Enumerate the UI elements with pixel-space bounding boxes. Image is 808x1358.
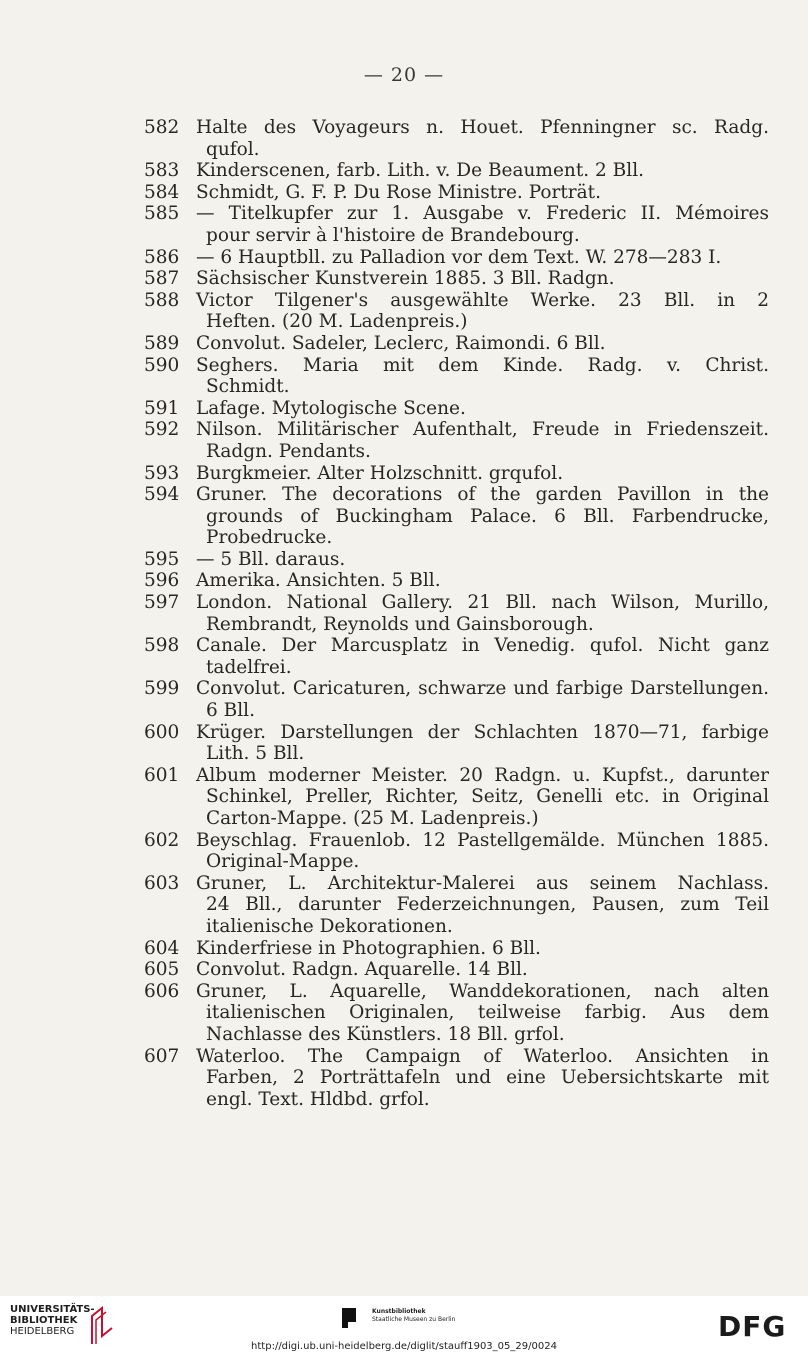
entry-line: Convolut. Radgn. Aquarelle. 14 Bll. — [196, 959, 528, 981]
entry-line: Probedrucke. — [206, 527, 333, 549]
entry-description — [196, 765, 769, 830]
entry-line: Carton-Mappe. (25 M. Ladenpreis.) — [206, 808, 539, 829]
entry-description — [196, 570, 769, 592]
entry-line: Gruner. The decorations of the garden Pavillon in the — [196, 484, 769, 506]
entry-line: Seghers. Maria mit dem Kinde. Radg. v. Christ. — [196, 354, 769, 376]
entry-number: 586 — [144, 246, 180, 268]
entry-number: 587 — [144, 268, 180, 290]
entry-description — [196, 398, 769, 420]
entry-description — [196, 117, 769, 160]
catalog-entry — [144, 182, 769, 204]
entry-description — [196, 635, 769, 678]
entry-line: Victor Tilgener's ausgewählte Werke. 23 Bll. in 2 — [196, 289, 769, 311]
catalog-entry — [144, 938, 769, 960]
entry-number: 600 — [144, 721, 180, 743]
ub-line-3: HEIDELBERG — [10, 1326, 75, 1337]
entry-line: Convolut. Caricaturen, schwarze und farbige Darstellungen. — [196, 678, 769, 700]
catalog-entry — [144, 117, 769, 160]
ub-logo-text — [10, 1304, 95, 1337]
entry-line: Lith. 5 Bll. — [206, 743, 305, 765]
entry-description — [196, 463, 769, 485]
entry-number: 594 — [144, 484, 180, 506]
entry-line: Album moderner Meister. 20 Radgn. u. Kupfst., darunter — [196, 764, 769, 786]
entry-number: 606 — [144, 980, 180, 1002]
catalog-entry — [144, 765, 769, 830]
entry-number: 588 — [144, 289, 180, 311]
catalog-entry — [144, 570, 769, 592]
entry-number: 582 — [144, 117, 180, 138]
entry-line: Schmidt. — [206, 376, 290, 398]
kunstbibliothek-text — [372, 1308, 455, 1324]
entry-description — [196, 160, 769, 182]
entry-line: qufol. — [206, 138, 260, 160]
entry-description — [196, 981, 769, 1046]
catalog-entry — [144, 398, 769, 420]
kb-line-1: Kunstbibliothek — [372, 1308, 426, 1315]
entry-description — [196, 592, 769, 635]
entry-line: italienischen Originalen, teilweise farbig. Aus dem — [206, 1002, 769, 1024]
entry-number: 590 — [144, 354, 180, 376]
entry-description — [196, 333, 769, 355]
entry-description — [196, 268, 769, 290]
catalog-entry — [144, 333, 769, 355]
entry-description — [196, 182, 769, 204]
catalog-entry — [144, 678, 769, 721]
entry-number: 605 — [144, 959, 180, 981]
entry-line: London. National Gallery. 21 Bll. nach Wilson, Murillo, — [196, 592, 769, 614]
entry-line: 6 Bll. — [206, 700, 255, 722]
catalog-entry — [144, 355, 769, 398]
entry-number: 598 — [144, 635, 180, 657]
kunstbibliothek-logo[interactable] — [342, 1306, 462, 1330]
entry-number: 591 — [144, 397, 180, 419]
catalog-entry — [144, 981, 769, 1046]
catalog-entry — [144, 959, 769, 981]
entry-number: 601 — [144, 764, 180, 786]
entry-line: Convolut. Sadeler, Leclerc, Raimondi. 6 Bll. — [196, 332, 606, 354]
catalog-entry — [144, 203, 769, 246]
catalog-entries — [144, 117, 769, 1110]
entry-description — [196, 203, 769, 246]
entry-number: 584 — [144, 181, 180, 203]
entry-line: Kinderscenen, farb. Lith. v. De Beaument. 2 Bll. — [196, 160, 644, 182]
entry-number: 607 — [144, 1045, 180, 1067]
entry-line: Burgkmeier. Alter Holzschnitt. grqufol. — [196, 462, 564, 484]
entry-line: Krüger. Darstellungen der Schlachten 1870—71, farbige — [196, 721, 769, 743]
catalog-entry — [144, 290, 769, 333]
entry-line: Nilson. Militärischer Aufenthalt, Freude in Friedenszeit. — [196, 419, 769, 441]
kunstbibliothek-mark-icon — [342, 1308, 356, 1328]
entry-description — [196, 830, 769, 873]
catalog-entry — [144, 549, 769, 571]
entry-line: Schinkel, Preller, Richter, Seitz, Genelli etc. in Original — [206, 786, 769, 808]
ub-line-2: BIBLIOTHEK — [10, 1315, 78, 1326]
entry-description — [196, 678, 769, 721]
entry-line: Halte des Voyageurs n. Houet. Pfenningner sc. Radg. — [196, 117, 769, 138]
entry-number: 602 — [144, 829, 180, 851]
page-number: — 20 — — [363, 64, 445, 86]
kb-line-2: Staatliche Museen zu Berlin — [372, 1316, 456, 1323]
entry-number: 593 — [144, 462, 180, 484]
entry-number: 585 — [144, 203, 180, 225]
entry-number: 596 — [144, 570, 180, 592]
entry-number: 603 — [144, 872, 180, 894]
catalog-entry — [144, 1046, 769, 1111]
catalog-entry — [144, 830, 769, 873]
entry-description — [196, 247, 769, 269]
entry-line: Radgn. Pendants. — [206, 440, 371, 462]
entry-line: Lafage. Mytologische Scene. — [196, 397, 466, 419]
entry-line: Nachlasse des Künstlers. 18 Bll. grfol. — [206, 1023, 565, 1045]
catalog-entry — [144, 463, 769, 485]
entry-line: Amerika. Ansichten. 5 Bll. — [196, 570, 441, 592]
entry-description — [196, 1046, 769, 1111]
digitization-footer — [0, 1296, 808, 1358]
catalog-entry — [144, 635, 769, 678]
entry-number: 599 — [144, 678, 180, 700]
entry-line: Waterloo. The Campaign of Waterloo. Ansichten in — [196, 1045, 769, 1067]
entry-line: engl. Text. Hldbd. grfol. — [206, 1088, 430, 1110]
entry-line: grounds of Buckingham Palace. 6 Bll. Farbendrucke, — [206, 505, 769, 527]
entry-line: Canale. Der Marcusplatz in Venedig. qufol. Nicht ganz — [196, 635, 769, 657]
entry-line: Heften. (20 M. Ladenpreis.) — [206, 311, 468, 333]
entry-description — [196, 722, 769, 765]
catalog-entry — [144, 592, 769, 635]
entry-line: 24 Bll., darunter Federzeichnungen, Pausen, zum Teil — [206, 894, 769, 916]
catalog-entry — [144, 873, 769, 938]
entry-line: Farben, 2 Porträttafeln und eine Uebersichtskarte mit — [206, 1067, 769, 1089]
entry-description — [196, 549, 769, 571]
catalog-entry — [144, 722, 769, 765]
entry-number: 583 — [144, 160, 180, 182]
ub-line-1: UNIVERSITÄTS- — [10, 1304, 95, 1315]
entry-description — [196, 419, 769, 462]
ub-mark-icon — [88, 1306, 114, 1346]
source-url[interactable]: http://digi.ub.uni-heidelberg.de/diglit/stauff1903_05_29/0024 — [251, 1341, 557, 1352]
entry-description — [196, 355, 769, 398]
entry-line: Schmidt, G. F. P. Du Rose Ministre. Porträt. — [196, 181, 601, 203]
entry-description — [196, 290, 769, 333]
entry-number: 597 — [144, 592, 180, 614]
entry-line: Gruner, L. Aquarelle, Wanddekorationen, nach alten — [196, 980, 769, 1002]
catalog-entry — [144, 419, 769, 462]
entry-line: — 6 Hauptbll. zu Palladion vor dem Text. W. 278—283 I. — [196, 246, 722, 268]
entry-number: 589 — [144, 332, 180, 354]
entry-number: 595 — [144, 548, 180, 570]
entry-line: Kinderfriese in Photographien. 6 Bll. — [196, 937, 541, 959]
entry-description — [196, 959, 769, 981]
entry-line: Rembrandt, Reynolds und Gainsborough. — [206, 613, 594, 635]
catalog-entry — [144, 160, 769, 182]
entry-line: pour servir à l'histoire de Brandebourg. — [206, 224, 580, 246]
entry-line: — 5 Bll. daraus. — [196, 548, 346, 570]
catalog-entry — [144, 268, 769, 290]
catalog-entry — [144, 484, 769, 549]
entry-description — [196, 873, 769, 938]
entry-line: Original-Mappe. — [206, 851, 360, 873]
dfg-logo[interactable]: DFG — [718, 1310, 787, 1343]
entry-description — [196, 938, 769, 960]
entry-line: Gruner, L. Architektur-Malerei aus seinem Nachlass. — [196, 872, 769, 894]
catalog-entry — [144, 247, 769, 269]
entry-number: 604 — [144, 937, 180, 959]
entry-line: Beyschlag. Frauenlob. 12 Pastellgemälde. München 1885. — [196, 829, 769, 851]
entry-line: Sächsischer Kunstverein 1885. 3 Bll. Radgn. — [196, 268, 615, 290]
entry-number: 592 — [144, 419, 180, 441]
entry-line: italienische Dekorationen. — [206, 915, 453, 937]
entry-line: tadelfrei. — [206, 656, 292, 678]
entry-line: — Titelkupfer zur 1. Ausgabe v. Frederic II. Mémoires — [196, 203, 769, 225]
entry-description — [196, 484, 769, 549]
